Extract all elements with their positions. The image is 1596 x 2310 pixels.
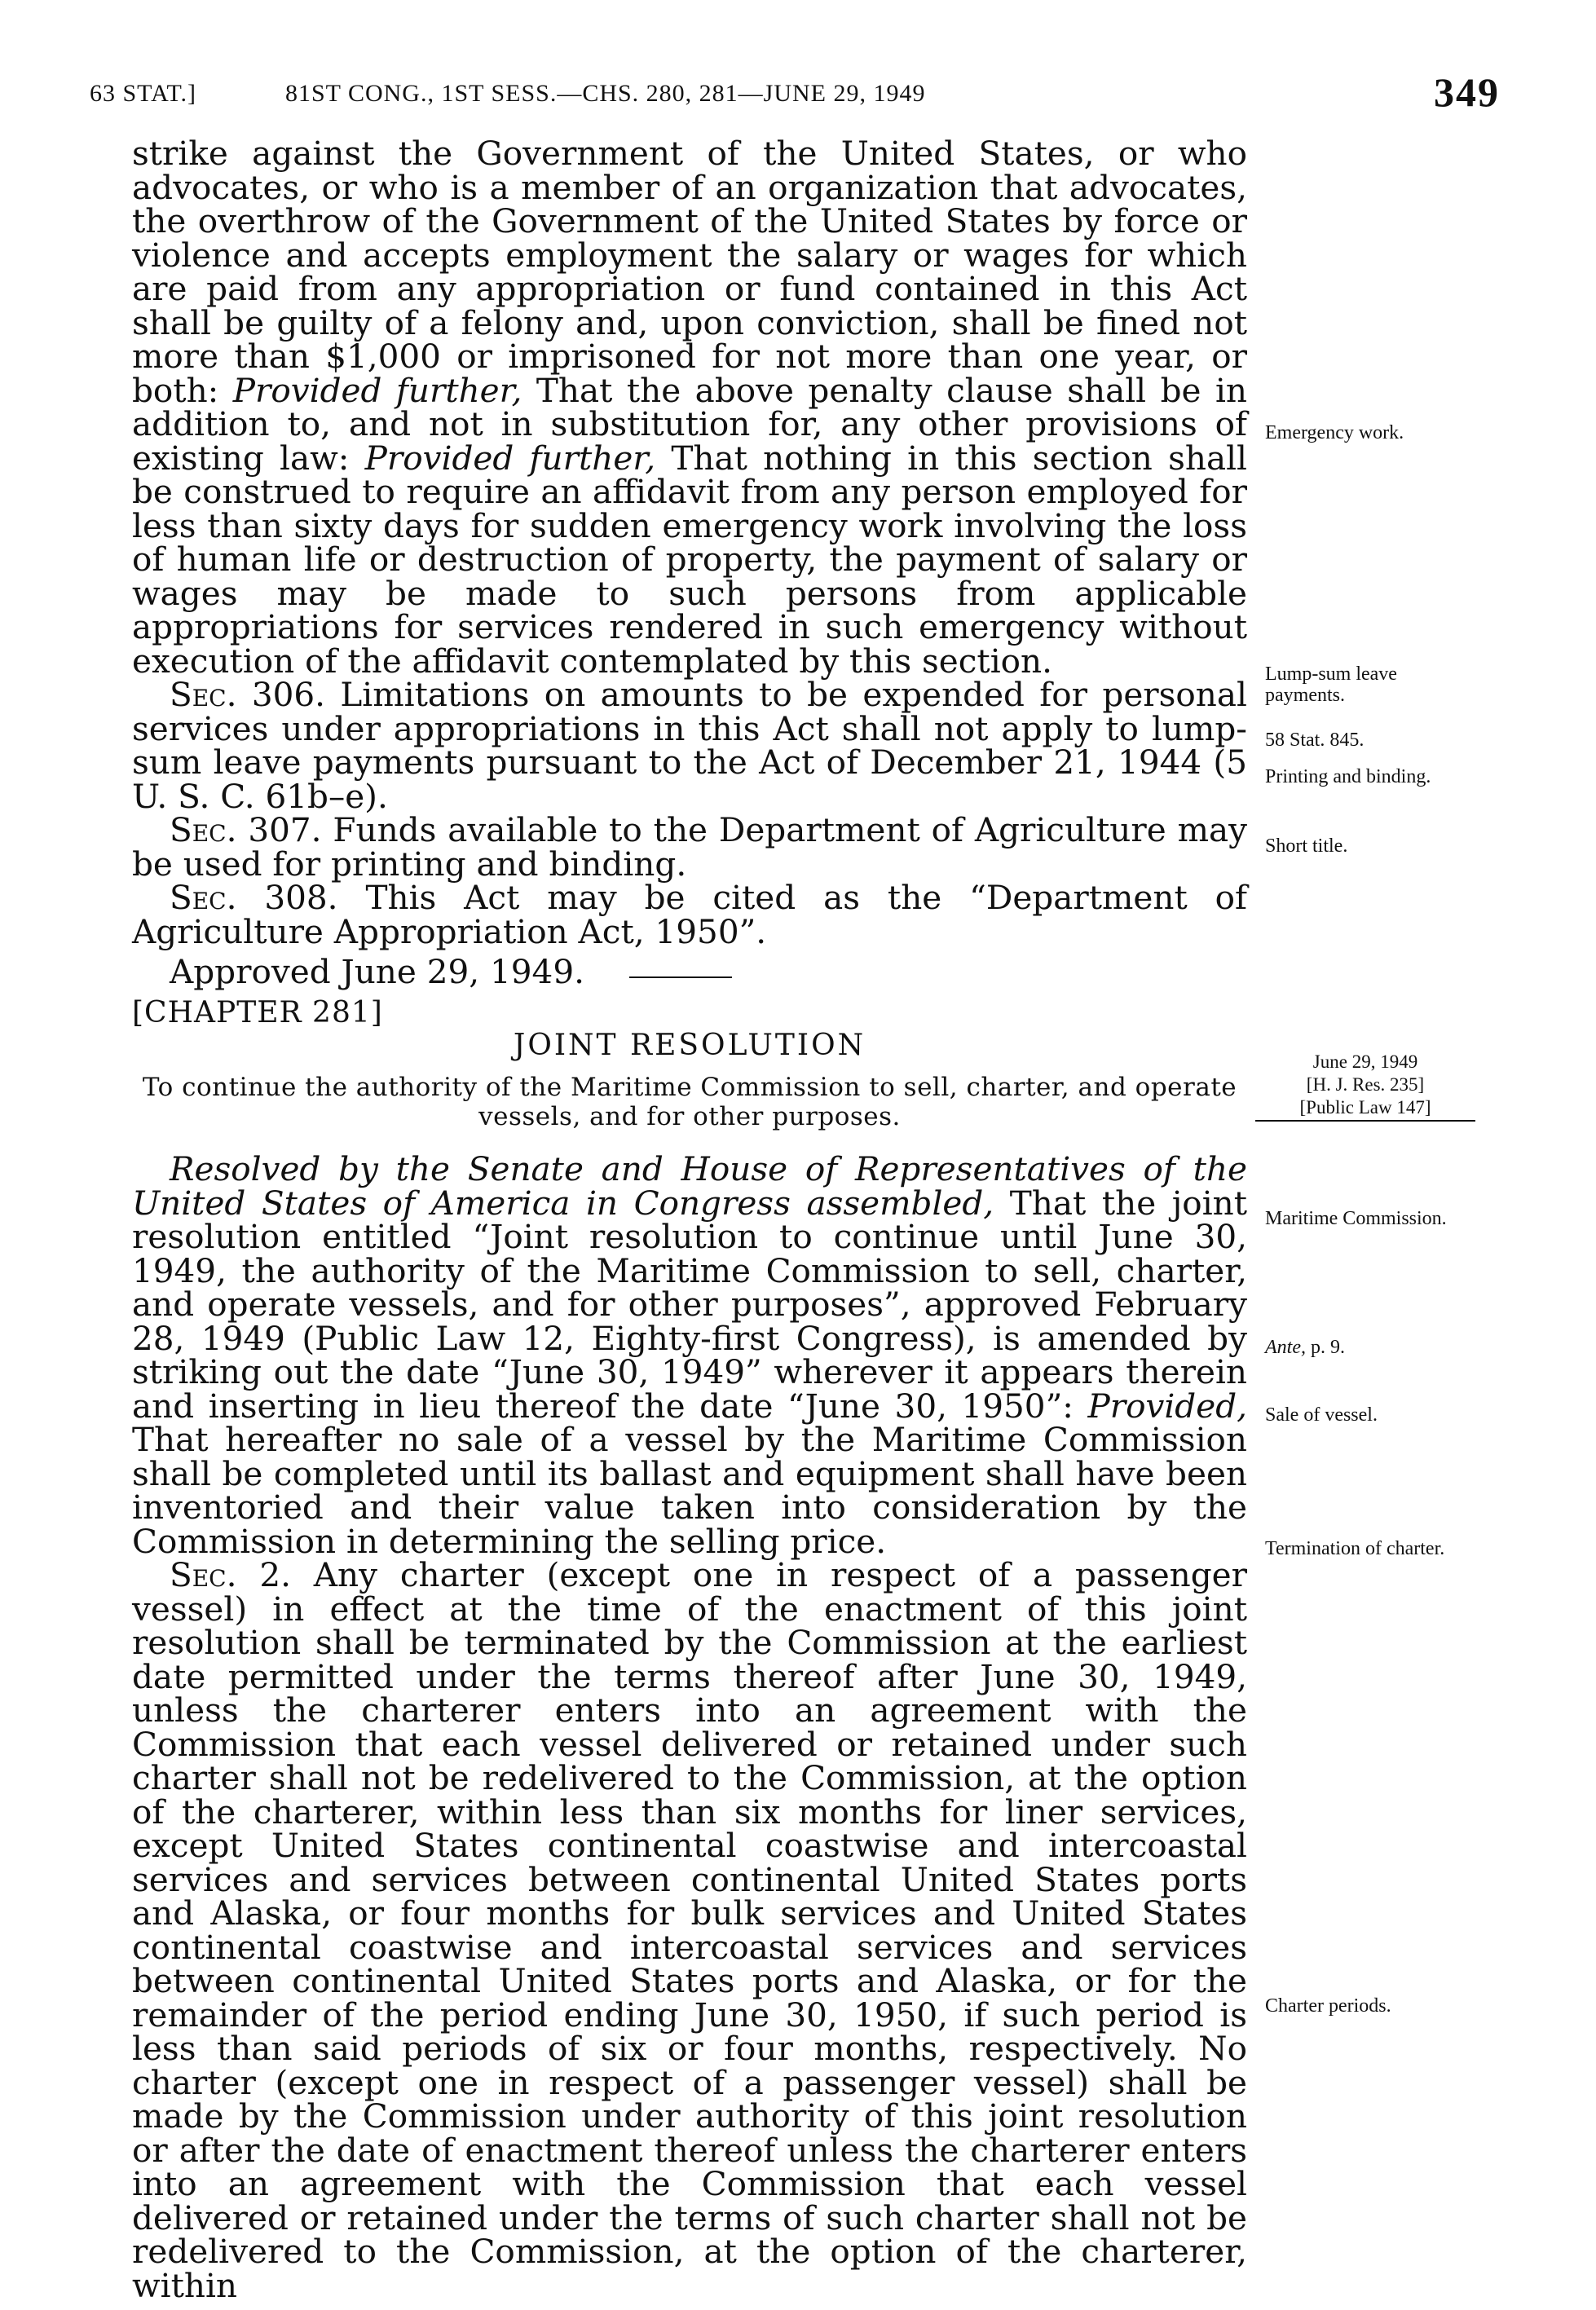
section-307: [132, 810, 1247, 884]
ante-page: p. 9.: [1305, 1337, 1345, 1358]
page-number: 349: [1434, 69, 1500, 115]
section-text: Funds available to the Department of Agriculture may be used for printing and binding.: [132, 810, 1247, 884]
margin-note-stat-reference: 58 Stat. 845.: [1265, 730, 1365, 751]
text-run: That hereafter no sale of a vessel by the Maritime Commission shall be completed until its ballast and equipment shall have been inventoried and their value taken into consideration by the Commission in determining the selling price.: [132, 1420, 1247, 1561]
margin-note-lump-sum: Lump-sum leave payments.: [1265, 663, 1397, 706]
resolution-text: [132, 1149, 1247, 2305]
margin-note-maritime: Maritime Commission.: [1265, 1208, 1447, 1229]
section-label: Sec. 307.: [170, 810, 322, 849]
text-run: That nothing in this section shall be construed to require an affidavit from any person employed for less than sixty days for sudden emergency work involving the loss of human life or destruction of property, the payment of salary or wages may be made to such persons from applicable appropriations for services rendered in such emergency without execution of the affidavit contemplated by this section.: [132, 438, 1247, 681]
margin-note-sale-of-vessel: Sale of vessel.: [1265, 1404, 1378, 1426]
resolution-section-2: [132, 1555, 1247, 2305]
proviso-italic: Provided further,: [364, 438, 656, 478]
section-text: Any charter (except one in respect of a passenger vessel) in effect at the time of the enactment of this joint resolution shall be terminated by the Commission at the earliest date permitted under the terms thereof after June 30, 1949, unless the charterer enters into an agreement with the Commission that each vessel delivered or retained under such charter shall not be redelivered to the Commission, at the option of the charterer, within less than six months for liner services, except United States continental coastwise and intercoastal services and services between continental United States ports and Alaska, or four months for bulk services and United States continental coastwise and intercoastal services and services between continental United States ports and Alaska, or for the remainder of the period ending June 30, 1950, if such period is less than said periods of six or four months, respectively. No charter (except one in respect of a passenger vessel) shall be made by the Commission under authority of this joint resolution or after the date of enactment thereof unless the charterer enters into an agreement with the Commission that each vessel delivered or retained under the terms of such charter shall not be redelivered to the Commission, at the option of the charterer, within: [132, 1555, 1247, 2305]
text-run: That the above penalty clause shall be in addition to, and not in substitution for, any other provisions of existing law:: [132, 370, 1247, 478]
section-text: Limitations on amounts to be expended for personal services under appropriations in this Act shall not apply to lump-sum leave payments pursuant to the Act of December 21, 1944 (5 U. S. C. 61b–e).: [132, 675, 1247, 816]
enactment-info: [1255, 1051, 1475, 1122]
margin-note-charter-periods: Charter periods.: [1265, 1995, 1391, 2017]
joint-resolution-title: JOINT RESOLUTION: [513, 1029, 866, 1062]
session-heading: 81ST CONG., 1ST SESS.—CHS. 280, 281—JUNE 29, 1949: [285, 80, 926, 107]
section-306: [132, 675, 1247, 816]
section-308: [132, 878, 1247, 951]
proviso-italic: Provided further,: [232, 370, 522, 410]
proviso-italic: Provided,: [1087, 1386, 1247, 1426]
margin-note-printing: Printing and binding.: [1265, 766, 1431, 787]
chapter-label: [CHAPTER 281]: [132, 996, 383, 1029]
section-label: Sec. 2.: [170, 1555, 291, 1594]
running-header: [90, 68, 1508, 126]
section-label: Sec. 308.: [170, 878, 338, 917]
margin-note-ante: [1265, 1337, 1475, 1358]
margin-note-short-title: Short title.: [1265, 835, 1348, 857]
margin-note-emergency-work: Emergency work.: [1265, 422, 1404, 443]
public-law-number: [Public Law 147]: [1255, 1097, 1475, 1122]
enactment-date: June 29, 1949: [1312, 1051, 1418, 1072]
section-text: This Act may be cited as the “Department of Agriculture Appropriation Act, 1950”.: [132, 878, 1247, 951]
chapter-divider: [629, 976, 732, 978]
enacting-clause: Resolved by the Senate and House of Representatives of the United States of America in Congress assembled,: [132, 1149, 1247, 1223]
text-run: strike against the Government of the United States, or who advocates, or who is a member of an organization that advocates, the overthrow of the Government of the United States by force or violence and accepts employment the salary or wages for which are paid from any appropriation or fund contained in this Act shall be guilty of a felony and, upon conviction, shall be fined not more than $1,000 or imprisoned for not more than one year, or both:: [132, 134, 1247, 410]
section-label: Sec. 306.: [170, 675, 326, 714]
stat-reference: 63 STAT.]: [90, 80, 197, 107]
house-resolution-number: [H. J. Res. 235]: [1306, 1074, 1425, 1095]
section-text-continued: [132, 134, 1247, 991]
paragraph-loyalty-clause: [132, 134, 1247, 681]
resolution-purpose: To continue the authority of the Maritime Commission to sell, charter, and operate vessels, and for other purposes.: [142, 1073, 1237, 1131]
text-run: That the joint resolution entitled “Joint resolution to continue until June 30, 1949, the authority of the Maritime Commission to sell, charter, and operate vessels, and for other purposes”, approved February 28, 1949 (Public Law 12, Eighty-first Congress), is amended by striking out the date “June 30, 1949” wherever it appears therein and inserting in lieu thereof the date “June 30, 1950”:: [132, 1183, 1247, 1426]
resolution-section-1: [132, 1149, 1247, 1561]
approval-date: Approved June 29, 1949.: [170, 952, 584, 991]
ante-italic: Ante,: [1265, 1337, 1306, 1358]
margin-note-termination: Termination of charter.: [1265, 1538, 1445, 1559]
